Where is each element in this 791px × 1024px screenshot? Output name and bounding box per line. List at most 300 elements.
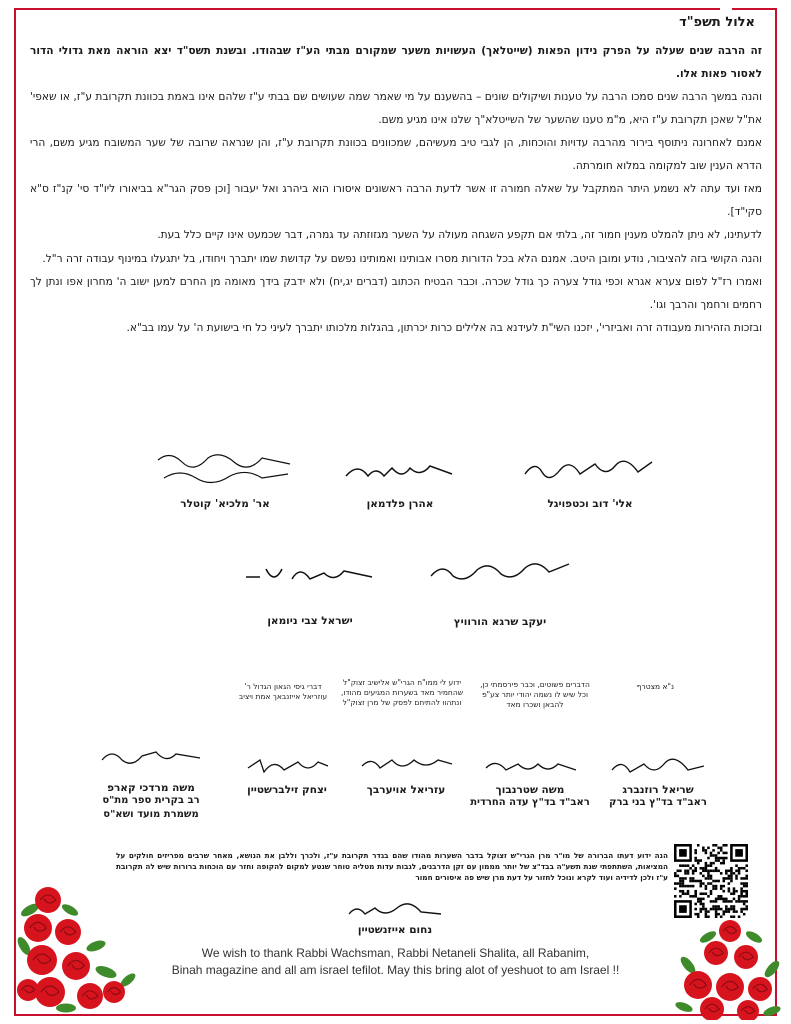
qr-module — [707, 872, 710, 875]
qr-module — [692, 864, 695, 867]
qr-module — [728, 890, 731, 893]
qr-module — [694, 890, 697, 893]
qr-module — [705, 870, 708, 873]
qr-module — [725, 857, 728, 860]
qr-module — [694, 903, 697, 906]
qr-module — [722, 852, 725, 855]
signer-title: ראב"ד בד"ץ בני ברק — [609, 797, 707, 808]
qr-module — [720, 885, 723, 888]
signer-title-line: משמרת מועד ושא"ס — [103, 809, 199, 820]
handwritten-signature — [356, 748, 456, 780]
signature-block — [598, 752, 718, 810]
qr-module — [740, 892, 743, 895]
qr-module — [717, 859, 720, 862]
handwritten-signature — [240, 555, 380, 595]
signature-block — [235, 555, 385, 627]
qr-module — [738, 867, 741, 870]
qr-module — [679, 877, 682, 880]
qr-module — [745, 864, 748, 867]
qr-module — [740, 882, 743, 885]
qr-module — [722, 910, 725, 913]
qr-module — [715, 887, 718, 890]
qr-module — [700, 903, 703, 906]
handwritten-signature — [520, 452, 660, 488]
qr-module — [738, 898, 741, 901]
qr-module — [728, 887, 731, 890]
qr-module — [710, 875, 713, 878]
rose-flower — [737, 1000, 759, 1020]
qr-module — [700, 872, 703, 875]
qr-module — [700, 898, 703, 901]
qr-module — [689, 867, 692, 870]
rose-flower — [704, 941, 728, 965]
qr-module — [717, 908, 720, 911]
qr-module — [700, 892, 703, 895]
rose-leaf — [674, 1000, 694, 1014]
qr-module — [725, 852, 728, 855]
qr-module — [707, 877, 710, 880]
qr-module — [720, 872, 723, 875]
qr-module — [700, 867, 703, 870]
qr-module — [692, 885, 695, 888]
qr-module — [707, 847, 710, 850]
qr-module — [730, 867, 733, 870]
qr-module — [717, 895, 720, 898]
qr-module — [733, 910, 736, 913]
qr-module — [722, 880, 725, 883]
page-border-top — [14, 8, 777, 10]
qr-module — [728, 908, 731, 911]
qr-module — [710, 890, 713, 893]
qr-module — [715, 898, 718, 901]
qr-module — [684, 864, 687, 867]
qr-module — [735, 890, 738, 893]
qr-module — [715, 900, 718, 903]
qr-module — [705, 852, 708, 855]
roses-decoration-left — [10, 880, 150, 1020]
qr-module — [717, 880, 720, 883]
qr-module — [743, 900, 746, 903]
qr-module — [738, 900, 741, 903]
signer-title-line: רב בקרית ספר מת"ס — [102, 795, 200, 806]
qr-module — [712, 844, 715, 847]
signer-name: שריאל רוזנברג — [622, 784, 694, 796]
qr-module — [682, 880, 685, 883]
qr-module — [682, 877, 685, 880]
qr-module — [740, 910, 743, 913]
qr-module — [722, 885, 725, 888]
qr-module — [735, 900, 738, 903]
qr-module — [684, 877, 687, 880]
letter-body — [30, 40, 762, 341]
qr-module — [715, 870, 718, 873]
qr-module — [710, 870, 713, 873]
qr-module — [717, 870, 720, 873]
qr-module — [694, 852, 697, 855]
qr-module — [692, 870, 695, 873]
qr-module — [715, 867, 718, 870]
qr-module — [710, 892, 713, 895]
qr-module — [735, 875, 738, 878]
paragraph: אמנם לאחרונה ניתוסף בירור מהרבה עדויות והוכחות, הן לגבי טיב מעשיהם, שמכוונים בכוונת תקרובת ע"ז, והן שנראה שרובה של שער המשובח מגיע משם, הרי הדרא הענין שוב למקומה במלוא חומרתה. — [30, 137, 762, 172]
qr-module — [707, 882, 710, 885]
qr-module — [715, 857, 718, 860]
qr-module — [715, 859, 718, 862]
rose-leaf — [85, 938, 107, 953]
rose-flower — [734, 945, 758, 969]
qr-module — [743, 885, 746, 888]
qr-module — [679, 864, 682, 867]
qr-module — [697, 880, 700, 883]
qr-module — [707, 895, 710, 898]
qr-module — [740, 900, 743, 903]
handwritten-signature — [425, 548, 575, 592]
qr-module — [687, 870, 690, 873]
paragraph: לדעתינו, לא ניתן להמלט מענין חמור זה, בלתי אם תקפע השגחה מעולה על השער מגזוזתה עד גמרה, דבר שכמעט אינו קיים כלל בעת. — [157, 229, 762, 241]
qr-module — [705, 862, 708, 865]
qr-module — [733, 890, 736, 893]
qr-module — [710, 882, 713, 885]
qr-module — [694, 892, 697, 895]
qr-module — [694, 867, 697, 870]
qr-module — [740, 877, 743, 880]
qr-module — [710, 852, 713, 855]
qr-module — [702, 892, 705, 895]
qr-module — [738, 870, 741, 873]
qr-module — [687, 892, 690, 895]
qr-module — [694, 849, 697, 852]
qr-module — [684, 885, 687, 888]
qr-module — [743, 877, 746, 880]
qr-module — [725, 844, 728, 847]
qr-module — [679, 890, 682, 893]
qr-module — [712, 885, 715, 888]
qr-module — [745, 870, 748, 873]
qr-module — [712, 849, 715, 852]
qr-module — [728, 877, 731, 880]
rose-flower — [684, 971, 712, 999]
signer-name: עזריאל אויערבך — [366, 784, 446, 796]
qr-module — [745, 890, 748, 893]
roses-decoration-right — [668, 915, 783, 1020]
qr-module — [710, 864, 713, 867]
paragraph: והנה הקושי בזה להציבור, נודע ומובן היטב. אמנם הלא בכל הדורות מסרו אבותינו ואמותינו נפשם על קדושת שמו יתברך ויחודו, בל יתגעלו במינוף עבודה זרה ר"ל. — [42, 252, 762, 265]
rose-flower — [17, 979, 39, 1001]
qr-module — [743, 903, 746, 906]
qr-module — [697, 862, 700, 865]
rose-flower — [35, 977, 65, 1007]
qr-module — [674, 872, 677, 875]
qr-module — [684, 870, 687, 873]
qr-module — [710, 862, 713, 865]
qr-module — [700, 900, 703, 903]
qr-module — [692, 895, 695, 898]
qr-module — [692, 877, 695, 880]
qr-module — [715, 844, 718, 847]
qr-module — [682, 882, 685, 885]
signer-name: יעקב שרגא הורוויץ — [453, 616, 547, 628]
qr-module — [717, 905, 720, 908]
qr-module — [745, 895, 748, 898]
rose-flower — [55, 919, 81, 945]
qr-module — [712, 880, 715, 883]
qr-module — [725, 908, 728, 911]
qr-module — [702, 875, 705, 878]
qr-module — [705, 849, 708, 852]
qr-module — [715, 880, 718, 883]
qr-module — [728, 882, 731, 885]
qr-module — [687, 890, 690, 893]
endorsement-note: דברי גיסי הגאון הגדול ר' עוזריאל אייזנבאך אמת ויציב — [238, 682, 328, 701]
qr-module — [720, 898, 723, 901]
endorsement-note: נ"א מצטרף — [636, 682, 674, 691]
rose-flower — [103, 981, 125, 1003]
thanks-line-2: Binah magazine and all am israel tefilot. May this bring alot of yeshuot to am Israel !! — [171, 963, 620, 977]
qr-module — [679, 870, 682, 873]
qr-module — [679, 905, 687, 913]
endorsement-note: הדברים פשוטים, וכבר פירסמתי כן, וכל שיש לו נשמה יהודי יותר צע"פ להבאן ושכרו מאד — [480, 680, 590, 709]
rose-flower — [24, 914, 52, 942]
signature-block — [86, 740, 216, 822]
qr-module — [743, 908, 746, 911]
qr-module — [745, 877, 748, 880]
qr-module — [730, 892, 733, 895]
qr-module — [707, 870, 710, 873]
qr-module — [743, 867, 746, 870]
qr-module — [702, 903, 705, 906]
qr-module — [677, 882, 680, 885]
qr-module — [730, 872, 733, 875]
qr-module — [679, 882, 682, 885]
qr-module — [715, 908, 718, 911]
qr-module — [700, 908, 703, 911]
qr-module — [694, 895, 697, 898]
qr-module — [717, 898, 720, 901]
qr-module — [689, 885, 692, 888]
qr-module — [674, 882, 677, 885]
paragraph: מאז ועד עתה לא נשמע היתר המתקבל על שאלה חמורה זו אשר לדעת הרבה ראשונים איסורו הוא ביהרג ואל יעבור [וכן פסק הגר"א בביאורו ליו"ד סי' קנ"ז ס"א סקי"ד]. — [30, 183, 762, 218]
qr-module — [720, 849, 723, 852]
qr-module — [700, 910, 703, 913]
qr-module — [722, 898, 725, 901]
qr-module — [730, 880, 733, 883]
qr-module — [720, 895, 723, 898]
qr-module — [702, 870, 705, 873]
paragraph: זה הרבה שנים שעלה על הפרק נידון הפאות (שייטלאך) העשויות משער שמקורם מבתי הע"ז שבהודו. ובשנת תשס"ד יצא הוראה מאת גדולי הדור לאסור פאות אלו. — [30, 45, 762, 80]
qr-module — [745, 885, 748, 888]
qr-module — [715, 854, 718, 857]
final-signature-block — [335, 898, 455, 936]
qr-module — [682, 890, 685, 893]
qr-module — [707, 857, 710, 860]
handwritten-signature — [340, 452, 460, 488]
qr-module — [705, 887, 708, 890]
qr-module — [725, 905, 728, 908]
rose-flower — [27, 945, 57, 975]
qr-module — [689, 880, 692, 883]
qr-module — [738, 872, 741, 875]
qr-module — [715, 885, 718, 888]
qr-module — [730, 905, 733, 908]
qr-module — [720, 857, 723, 860]
qr-module — [682, 892, 685, 895]
rose-flower — [62, 952, 90, 980]
qr-module — [687, 864, 690, 867]
qr-module — [728, 900, 731, 903]
rose-flower — [719, 920, 741, 942]
handwritten-signature — [480, 752, 580, 782]
qr-module — [717, 847, 720, 850]
qr-module — [745, 875, 748, 878]
qr-module — [710, 877, 713, 880]
qr-module — [722, 844, 725, 847]
qr-module — [705, 910, 708, 913]
signature-block — [140, 446, 310, 510]
qr-module — [705, 892, 708, 895]
signer-name: יצחק זילברשטיין — [247, 784, 327, 796]
rose-flower — [35, 887, 61, 913]
qr-module — [687, 872, 690, 875]
qr-module — [694, 859, 697, 862]
qr-module — [717, 852, 720, 855]
rose-flower — [77, 983, 103, 1009]
qr-module — [679, 849, 687, 857]
qr-module — [735, 864, 738, 867]
handwritten-signature — [96, 740, 206, 772]
qr-module — [725, 877, 728, 880]
rose-flower — [716, 973, 744, 1001]
signature-block — [232, 748, 342, 796]
qr-module — [740, 887, 743, 890]
qr-module — [682, 864, 685, 867]
signature-block — [330, 452, 470, 510]
qr-module — [700, 885, 703, 888]
qr-module — [733, 908, 736, 911]
qr-module — [712, 862, 715, 865]
qr-module — [725, 910, 728, 913]
qr-module — [702, 908, 705, 911]
qr-module — [728, 910, 731, 913]
qr-module — [705, 885, 708, 888]
qr-module — [697, 844, 700, 847]
rose-leaf — [94, 964, 118, 981]
signer-name: נחום אייזנשטיין — [357, 924, 433, 936]
qr-module — [702, 898, 705, 901]
qr-code[interactable] — [674, 844, 748, 918]
signer-name: משה שטרנבוך — [495, 784, 565, 796]
signature-block — [470, 752, 590, 810]
qr-module — [712, 908, 715, 911]
qr-module — [710, 900, 713, 903]
handwritten-signature — [150, 446, 300, 488]
qr-module — [702, 905, 705, 908]
qr-module — [710, 854, 713, 857]
qr-module — [705, 877, 708, 880]
qr-module — [674, 875, 677, 878]
thanks-line-1: We wish to thank Rabbi Wachsman, Rabbi Netaneli Shalita, all Rabanim, — [201, 946, 590, 960]
paragraph: ובזכות הזהירות מעבודה זרה ואביזרי', יזכנו השי"ת לעידנא בה אלילים כרות יכרתון, בהגלות מלכותו יתברך לעיני כל חי בישועת ה' על עמו בב"א. — [126, 322, 762, 334]
qr-module — [735, 910, 738, 913]
qr-module — [722, 890, 725, 893]
qr-module — [740, 867, 743, 870]
qr-module — [712, 905, 715, 908]
rabbinic-note: הנה ידוע דעתו הברורה של מו"ר מרן הגרי"ש זצוקל בדבר השערות מהודו שהם בגדר תקרובת ע"ז, ולכרך וללבן את הנושא, מאחר שרבים מפריזים חולקים על המציאות, השתתפתי שנת תשע"ה בבד"צ של יותר מממון עם זקן הדרבנים, לגבות עדות מטליה טוחר שנטע למקום להקופה וחזר עם הוכחות ברורות שיש לה תקרובת ע"ז ולכן לדידיה ועוד לקרא ונוכל לחזור על דעת מרן שיש פה איסורים חמור — [116, 851, 668, 882]
qr-module — [722, 859, 725, 862]
qr-module — [715, 905, 718, 908]
qr-module — [745, 882, 748, 885]
qr-module — [702, 849, 705, 852]
signer-name: אלי' דוב וכטפויגל — [547, 498, 633, 510]
qr-module — [730, 875, 733, 878]
qr-module — [697, 898, 700, 901]
rose-leaf — [744, 929, 764, 945]
qr-module — [705, 864, 708, 867]
qr-module — [725, 872, 728, 875]
signature-block — [420, 548, 580, 628]
signer-name: אר' מלכיא' קוטלר — [180, 498, 270, 510]
qr-module — [689, 895, 692, 898]
qr-module — [722, 862, 725, 865]
handwritten-signature — [345, 898, 445, 922]
qr-module — [682, 885, 685, 888]
qr-module — [733, 905, 736, 908]
signature-block — [510, 452, 670, 510]
qr-module — [745, 908, 748, 911]
qr-module — [725, 898, 728, 901]
handwritten-signature — [608, 752, 708, 782]
qr-module — [730, 900, 733, 903]
qr-module — [707, 910, 710, 913]
qr-module — [733, 887, 736, 890]
qr-module — [733, 898, 736, 901]
qr-module — [692, 880, 695, 883]
handwritten-signature — [242, 748, 332, 780]
qr-module — [730, 877, 733, 880]
qr-module — [720, 862, 723, 865]
qr-module — [707, 875, 710, 878]
rose-leaf — [762, 958, 782, 979]
qr-module — [720, 887, 723, 890]
qr-module — [743, 895, 746, 898]
paragraph: ואמרו רז"ל לפום צערא אגרא וכפי גודל צערה כך גודל שכרה. וכבר הבטיח הכתוב (דברים יג,יח) ולא ידבק בידך מאומה מן החרם למען ישוב ה' מחרון אפו ונתן לך רחמים ורחמך והרבך וגו'. — [30, 276, 762, 311]
qr-module — [684, 892, 687, 895]
qr-module — [697, 900, 700, 903]
signer-title — [86, 794, 216, 822]
signer-title: ראב"ד בד"ץ עדה החרדית — [470, 797, 590, 808]
qr-module — [705, 908, 708, 911]
signer-name: משה מרדכי קארפ — [107, 782, 195, 794]
qr-module — [735, 870, 738, 873]
qr-module — [740, 895, 743, 898]
qr-module — [725, 870, 728, 873]
qr-module — [735, 877, 738, 880]
qr-module — [679, 880, 682, 883]
qr-module — [700, 859, 703, 862]
qr-module — [720, 908, 723, 911]
qr-module — [722, 857, 725, 860]
qr-module — [684, 872, 687, 875]
qr-module — [712, 870, 715, 873]
qr-module — [702, 882, 705, 885]
letter-date: אלול תשפ"ד — [679, 15, 755, 30]
qr-module — [743, 882, 746, 885]
qr-module — [745, 892, 748, 895]
qr-module — [728, 870, 731, 873]
qr-module — [694, 880, 697, 883]
qr-module — [700, 880, 703, 883]
qr-module — [702, 867, 705, 870]
qr-module — [730, 870, 733, 873]
